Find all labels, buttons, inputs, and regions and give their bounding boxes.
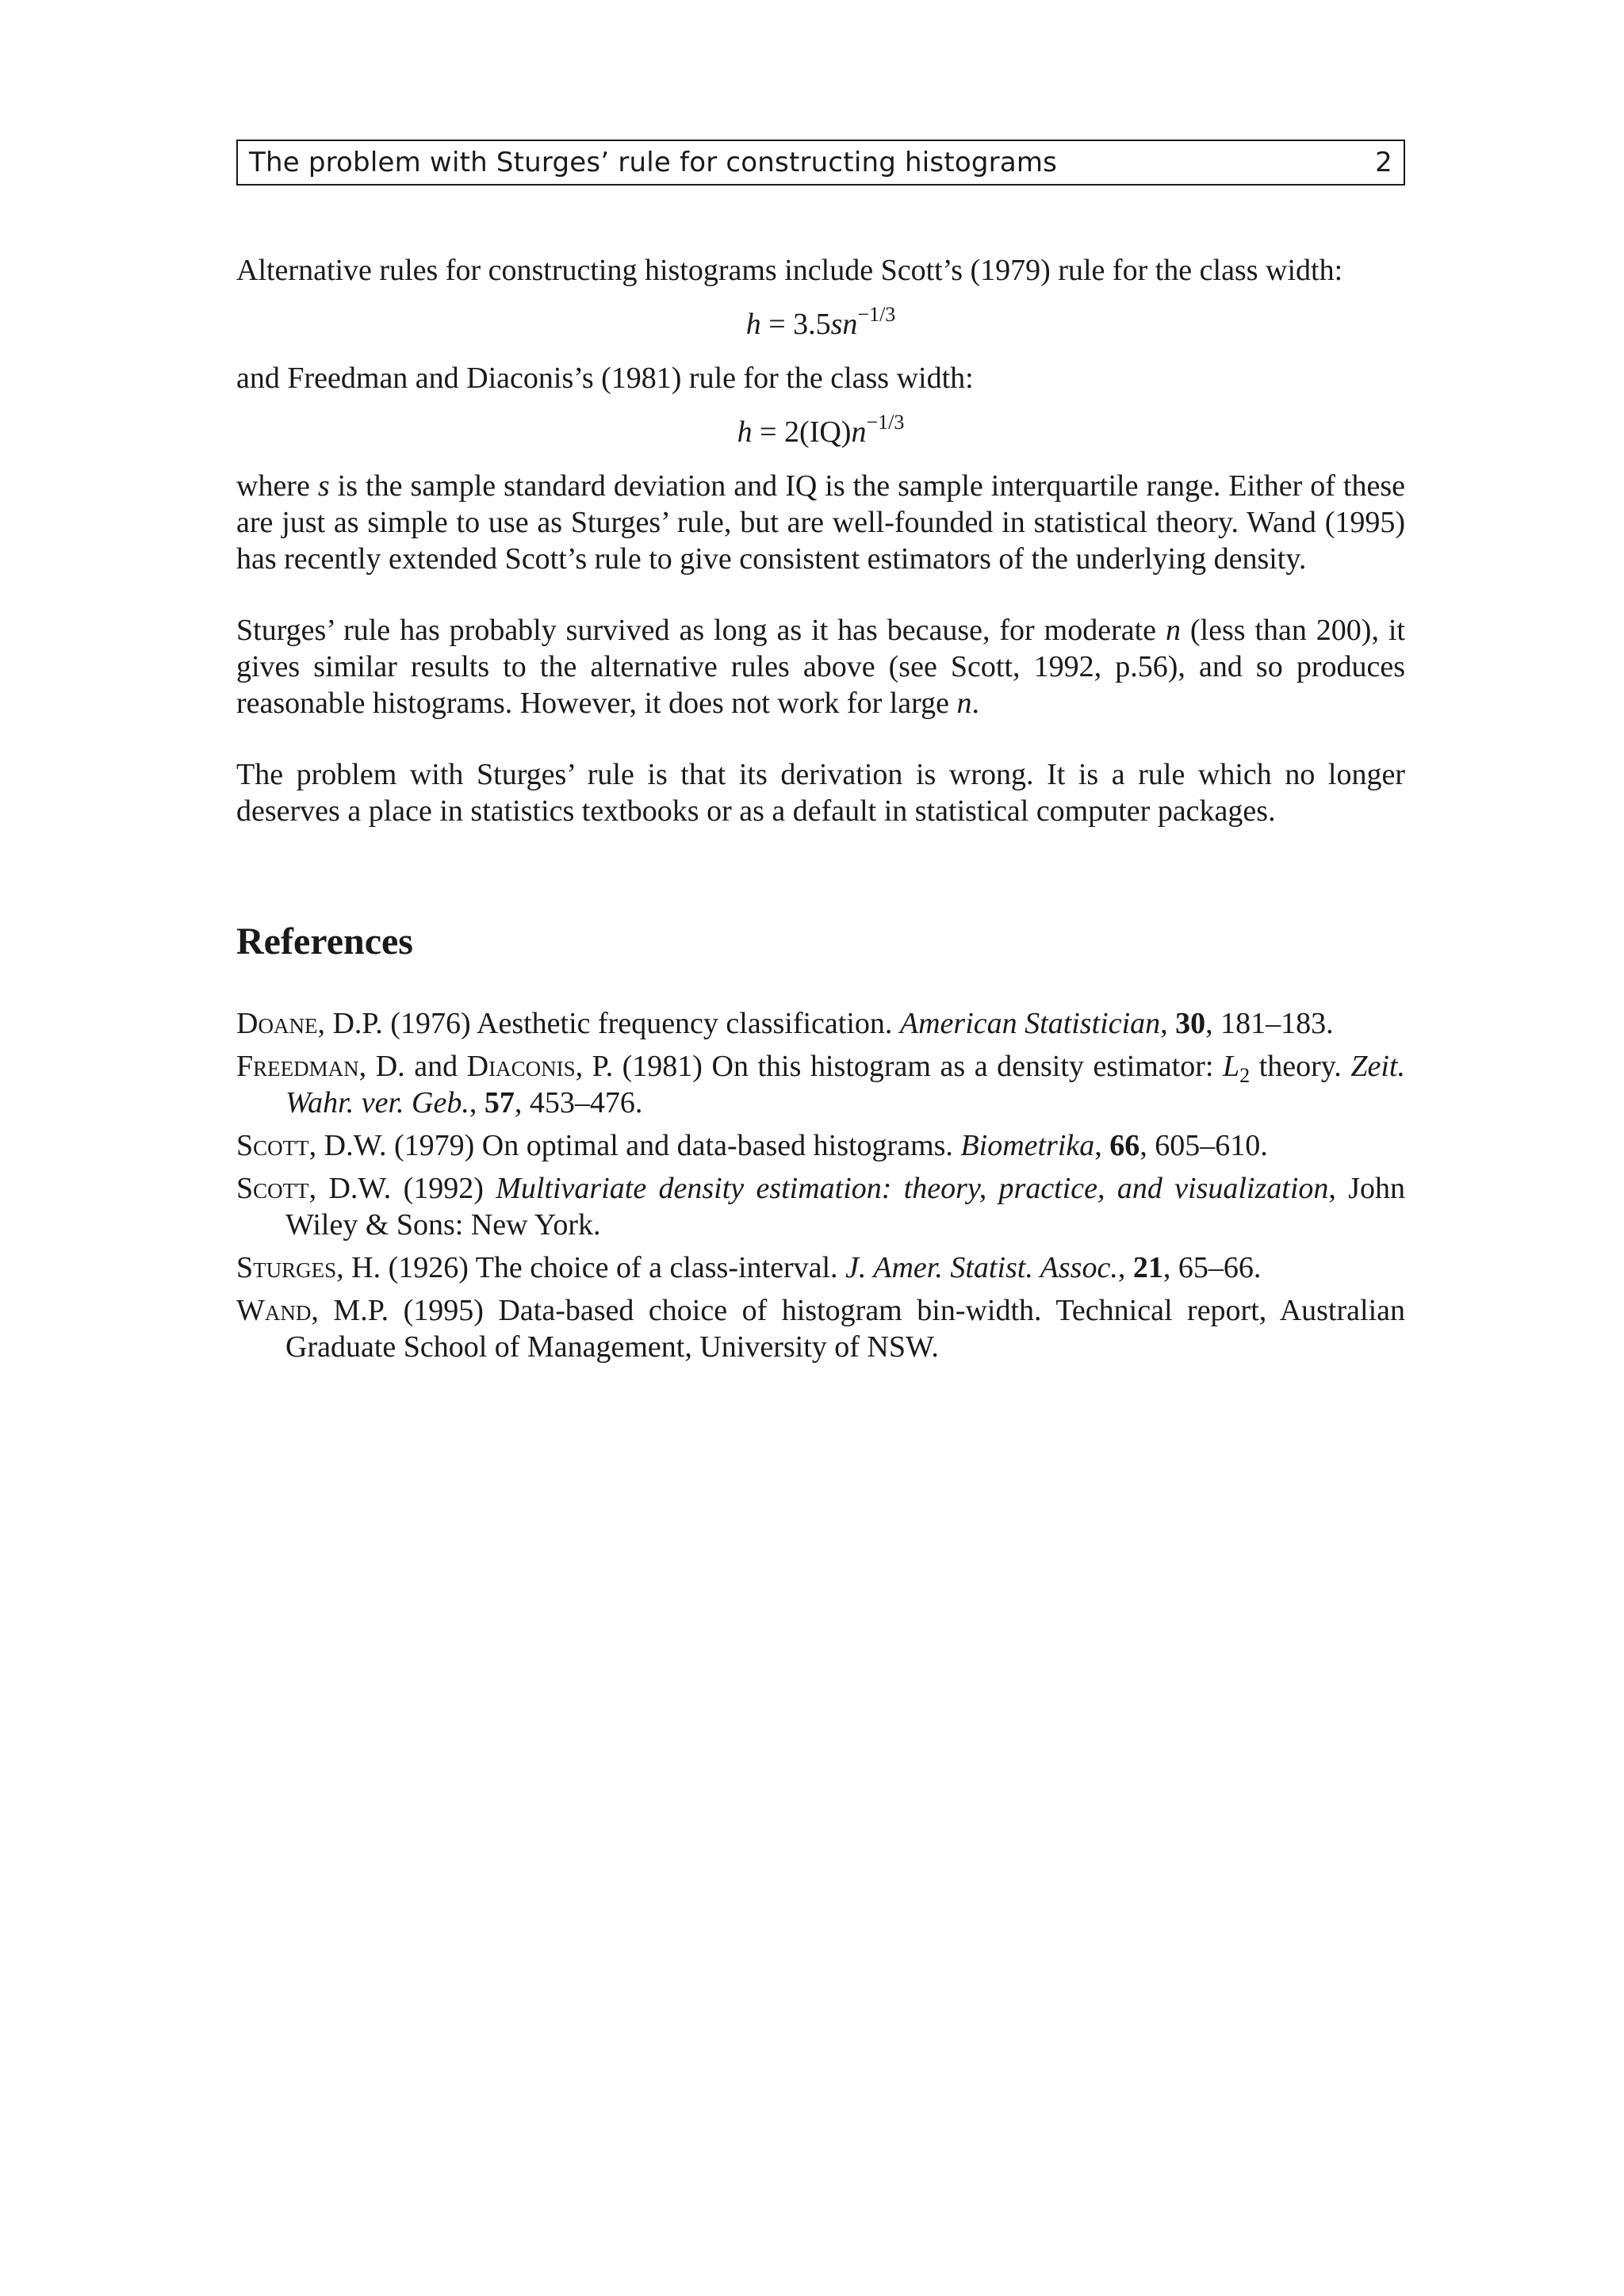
scott-equation-exponent: −1/3 — [857, 303, 896, 326]
reference-journal: Biometrika — [960, 1129, 1095, 1162]
reference-text: , M.P. (1995) Data-based choice of histogram bin-width. Technical report, Australian Graduate School of Management, University of NSW. — [285, 1294, 1405, 1364]
reference-item-doane — [236, 1005, 1405, 1042]
survived-paragraph — [236, 612, 1405, 721]
reference-author: Diaconis — [466, 1050, 576, 1083]
page-number: 2 — [1375, 147, 1392, 178]
reference-pages: , 65–66. — [1162, 1251, 1262, 1284]
reference-pages: , 453–476. — [514, 1086, 643, 1119]
reference-text: , John Wiley & Sons: New York. — [285, 1172, 1405, 1242]
fd-equation-exponent: −1/3 — [866, 411, 905, 434]
reference-text: , — [1160, 1007, 1176, 1040]
reference-list — [236, 1005, 1405, 1365]
reference-journal: J. Amer. Statist. Assoc. — [845, 1251, 1118, 1284]
reference-pages: , 605–610. — [1139, 1129, 1268, 1162]
reference-text: , D.W. (1992) — [308, 1172, 496, 1205]
reference-item-scott-1992 — [236, 1170, 1405, 1243]
where-text-1: where — [236, 469, 318, 503]
reference-journal: American Statistician — [899, 1007, 1161, 1040]
running-header-title: The problem with Sturges’ rule for constructing histograms — [249, 147, 1058, 178]
survived-symbol-n-2: n — [956, 687, 972, 720]
scott-equation — [236, 303, 1405, 342]
reference-author: Freedman — [236, 1050, 359, 1083]
reference-text: , P. (1981) On this histogram as a density estimator: — [575, 1050, 1223, 1083]
reference-text: , D.P. (1976) Aesthetic frequency classification. — [317, 1007, 900, 1040]
reference-math-L: L — [1223, 1050, 1240, 1083]
reference-author: Wand — [236, 1294, 312, 1327]
reference-item-wand — [236, 1292, 1405, 1365]
freedman-diaconis-equation — [236, 411, 1405, 450]
reference-author: Scott — [236, 1172, 309, 1205]
freedman-intro-paragraph: and Freedman and Diaconis’s (1981) rule for the class width: — [236, 362, 974, 395]
reference-volume: 30 — [1175, 1007, 1206, 1040]
reference-book-title: Multivariate density estimation: theory, practice, and visualization — [496, 1172, 1329, 1205]
reference-volume: 66 — [1109, 1129, 1140, 1162]
fd-equation-lhs: h — [737, 415, 753, 449]
reference-item-freedman — [236, 1048, 1405, 1121]
where-symbol-s: s — [317, 469, 330, 503]
survived-text-3: . — [971, 687, 979, 720]
where-text-2: is the sample standard deviation and IQ is the sample interquartile range. Either of these are just as simple to use as Sturges’ rule, but are well-founded in statistical theory. Wand (1995) has recently extended Scott’s rule to give consistent estimators of the underlying density. — [236, 469, 1405, 576]
paragraph-gap — [236, 721, 1405, 756]
reference-pages: , 181–183. — [1205, 1007, 1334, 1040]
reference-journal: Zeit. Wahr. ver. Geb. — [285, 1050, 1405, 1119]
where-paragraph — [236, 468, 1405, 577]
scott-equation-lhs: h — [745, 308, 761, 341]
survived-symbol-n: n — [1165, 614, 1181, 647]
reference-item-scott-1979 — [236, 1127, 1405, 1164]
reference-volume: 57 — [484, 1086, 515, 1119]
main-content — [236, 252, 1405, 1365]
fd-equation-vars: n — [851, 415, 867, 449]
reference-text: theory. — [1250, 1050, 1351, 1083]
running-header — [236, 140, 1405, 186]
page — [236, 140, 1405, 1372]
reference-text: , — [469, 1086, 485, 1119]
references-heading: References — [236, 920, 413, 962]
paragraph-gap — [236, 577, 1405, 612]
reference-item-sturges — [236, 1249, 1405, 1286]
reference-text: , D. and — [358, 1050, 467, 1083]
reference-text: , D.W. (1979) On optimal and data-based histograms. — [308, 1129, 961, 1162]
scott-equation-coeff: = 3.5 — [768, 308, 831, 341]
reference-math-subscript: 2 — [1239, 1064, 1251, 1087]
reference-text: , H. (1926) The choice of a class-interval. — [336, 1251, 846, 1284]
reference-author: Scott — [236, 1129, 309, 1162]
scott-equation-vars: sn — [830, 308, 858, 341]
reference-text: , — [1094, 1129, 1110, 1162]
conclusion-paragraph: The problem with Sturges’ rule is that its derivation is wrong. It is a rule which no longer deserves a place in statistics textbooks or as a default in statistical computer packages. — [236, 758, 1405, 828]
fd-equation-coeff: = 2(IQ) — [760, 415, 852, 449]
reference-author: Sturges — [236, 1251, 337, 1284]
reference-author: Doane — [236, 1007, 318, 1040]
reference-text: , — [1117, 1251, 1133, 1284]
survived-text-1: Sturges’ rule has probably survived as long as it has because, for moderate — [236, 614, 1166, 647]
reference-volume: 21 — [1132, 1251, 1163, 1284]
intro-paragraph: Alternative rules for constructing histograms include Scott’s (1979) rule for the class width: — [236, 254, 1343, 287]
survived-text-2: (less than 200), it gives similar results to the alternative rules above (see Scott, 1992, p.56), and so produces reasonable histograms. However, it does not work for large — [236, 614, 1405, 720]
